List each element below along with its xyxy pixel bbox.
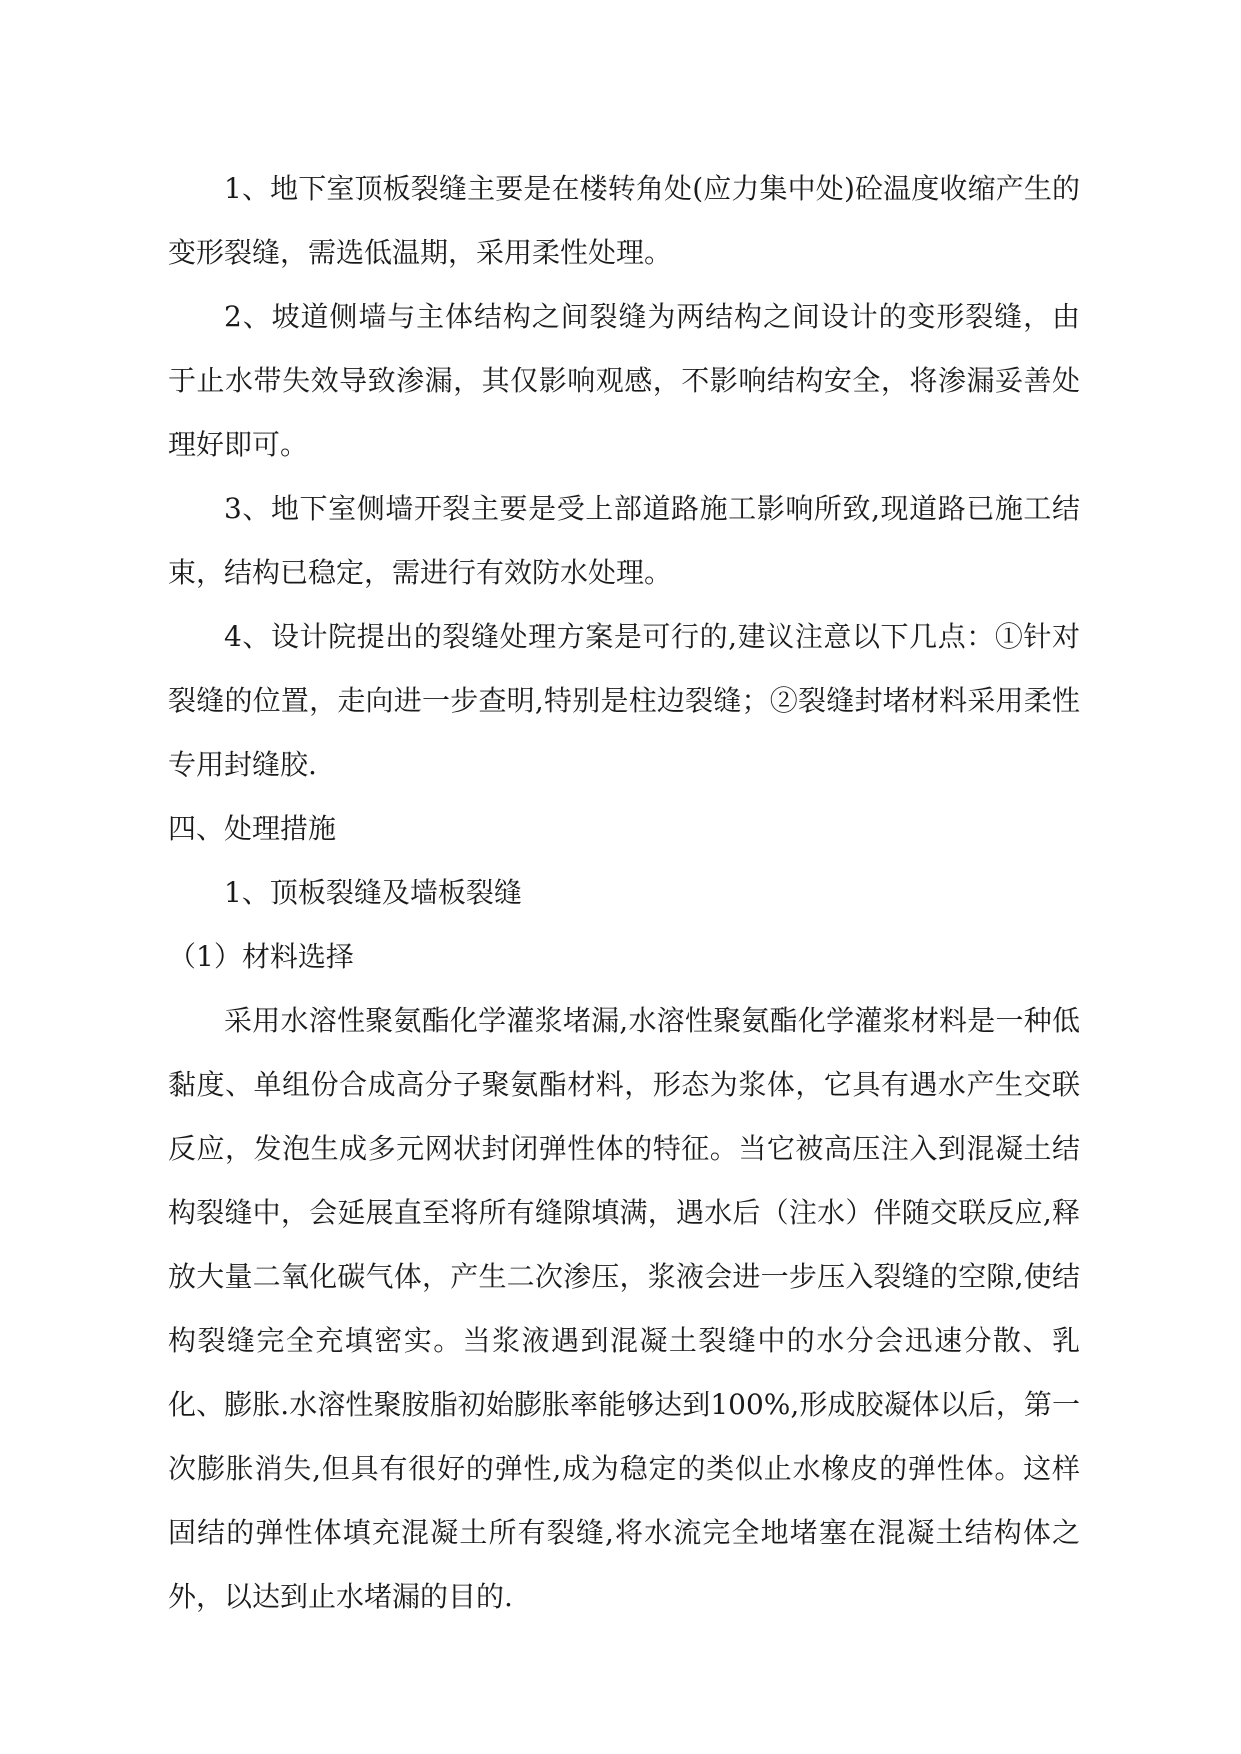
subsubsection-heading-materials: （1）材料选择 (168, 940, 354, 973)
paragraph-design-plan: 4、设计院提出的裂缝处理方案是可行的,建议注意以下几点：①针对裂缝的位置，走向进一步查明,特别是柱边裂缝；②裂缝封堵材料采用柔性专用封缝胶. (168, 620, 1080, 781)
paragraph-side-wall-crack: 3、地下室侧墙开裂主要是受上部道路施工影响所致,现道路已施工结束，结构已稳定，需进行有效防水处理。 (168, 492, 1080, 589)
paragraph-ramp-wall-crack: 2、坡道侧墙与主体结构之间裂缝为两结构之间设计的变形裂缝，由于止水带失效导致渗漏，其仅影响观感，不影响结构安全，将渗漏妥善处理好即可。 (168, 300, 1080, 461)
section-heading-measures: 四、处理措施 (168, 812, 337, 845)
paragraph-roof-crack: 1、地下室顶板裂缝主要是在楼转角处(应力集中处)砼温度收缩产生的变形裂缝，需选低温期，采用柔性处理。 (168, 172, 1080, 269)
subsection-heading-cracks: 1、顶板裂缝及墙板裂缝 (224, 876, 522, 909)
paragraph-material-description: 采用水溶性聚氨酯化学灌浆堵漏,水溶性聚氨酯化学灌浆材料是一种低黏度、单组份合成高分子聚氨酯材料，形态为浆体，它具有遇水产生交联反应，发泡生成多元网状封闭弹性体的特征。当它被高压注入到混凝土结构裂缝中，会延展直至将所有缝隙填满，遇水后（注水）伴随交联反应,释放大量二氧化碳气体，产生二次渗压，浆液会进一步压入裂缝的空隙,使结构裂缝完全充填密实。当浆液遇到混凝土裂缝中的水分会迅速分散、乳化、膨胀.水溶性聚胺脂初始膨胀率能够达到100%,形成胶凝体以后，第一次膨胀消失,但具有很好的弹性,成为稳定的类似止水橡皮的弹性体。这样固结的弹性体填充混凝土所有裂缝,将水流完全地堵塞在混凝土结构体之外，以达到止水堵漏的目的. (168, 1004, 1080, 1613)
document-body (168, 157, 1080, 1629)
